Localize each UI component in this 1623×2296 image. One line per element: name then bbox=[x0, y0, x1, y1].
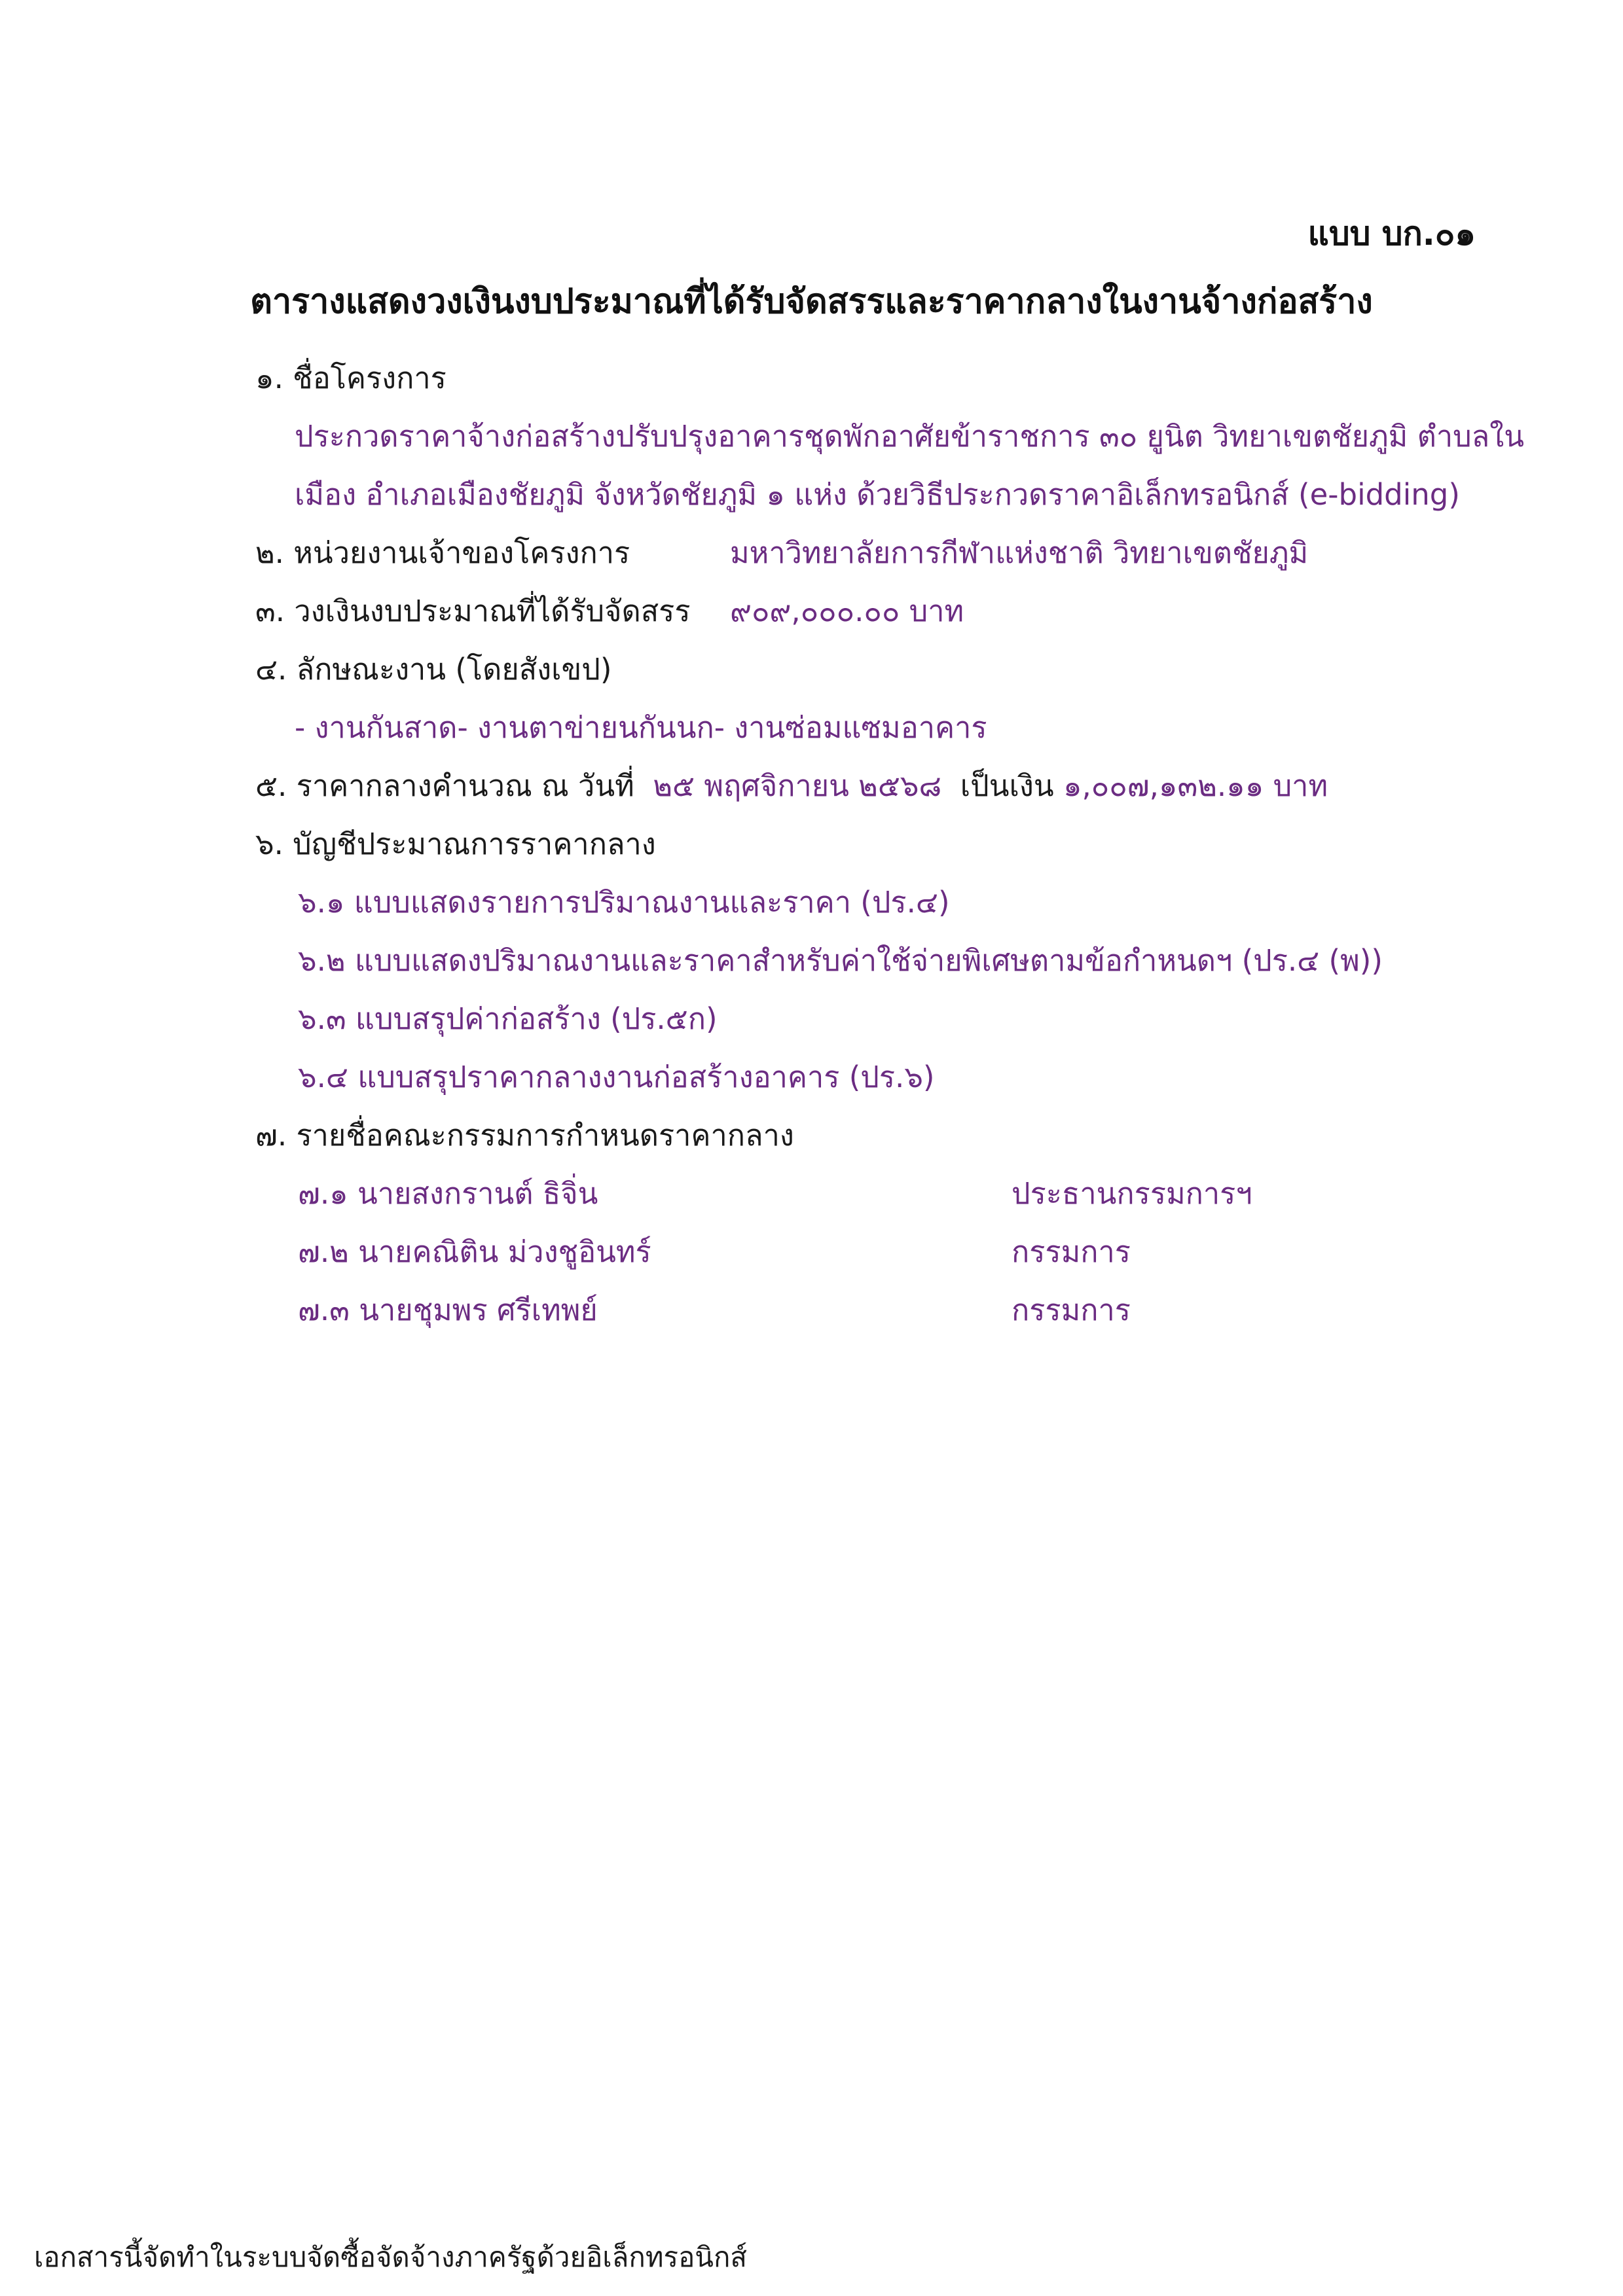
committee-member-name: ๗.๒ นายคณิติน ม่วงชูอินทร์ bbox=[298, 1234, 651, 1269]
project-name-label: ๑. ชื่อโครงการ bbox=[255, 361, 447, 395]
price-list-label: ๖. บัญชีประมาณการราคากลาง bbox=[255, 827, 656, 861]
price-list-item: ๖.๑ แบบแสดงรายการปริมาณงานและราคา (ปร.๔) bbox=[298, 885, 950, 920]
price-list-item: ๖.๒ แบบแสดงปริมาณงานและราคาสำหรับค่าใช้จ่ายพิเศษตามข้อกำหนดฯ (ปร.๔ (พ)) bbox=[298, 943, 1383, 978]
owner-label: ๒. หน่วยงานเจ้าของโครงการ bbox=[255, 535, 630, 570]
committee-member-role: ประธานกรรมการฯ bbox=[1012, 1176, 1252, 1211]
median-price-row bbox=[255, 766, 1328, 806]
committee-member-role: กรรมการ bbox=[1012, 1293, 1131, 1327]
median-price-date: ๒๕ พฤศจิกายน ๒๕๖๘ bbox=[653, 768, 942, 803]
median-price-amount: ๑,๐๐๗,๑๓๒.๑๑ บาท bbox=[1063, 768, 1328, 803]
median-price-amount-label: เป็นเงิน bbox=[960, 768, 1054, 803]
median-price-label: ๕. ราคากลางคำนวณ ณ วันที่ bbox=[255, 768, 634, 803]
form-code: แบบ บก.๐๑ bbox=[1307, 215, 1476, 253]
committee-member-name: ๗.๑ นายสงกรานต์ ธิจิ่น bbox=[298, 1176, 598, 1211]
work-nature-value: - งานกันสาด- งานตาข่ายนกันนก- งานซ่อมแซมอาคาร bbox=[295, 710, 987, 745]
committee-member-name: ๗.๓ นายชุมพร ศรีเทพย์ bbox=[298, 1293, 598, 1327]
budget-label: ๓. วงเงินงบประมาณที่ได้รับจัดสรร bbox=[255, 594, 691, 628]
footer-note: เอกสารนี้จัดทำในระบบจัดซื้อจัดจ้างภาครัฐด้วยอิเล็กทรอนิกส์ bbox=[34, 2241, 748, 2273]
committee-member-role: กรรมการ bbox=[1012, 1234, 1131, 1269]
price-list-item: ๖.๓ แบบสรุปค่าก่อสร้าง (ปร.๕ก) bbox=[298, 1001, 718, 1036]
price-list-item: ๖.๔ แบบสรุปราคากลางงานก่อสร้างอาคาร (ปร.๖) bbox=[298, 1060, 935, 1094]
project-name-line-2: เมือง อำเภอเมืองชัยภูมิ จังหวัดชัยภูมิ ๑ แห่ง ด้วยวิธีประกวดราคาอิเล็กทรอนิกส์ (e-bidding) bbox=[295, 477, 1460, 512]
document-title: ตารางแสดงวงเงินงบประมาณที่ได้รับจัดสรรและราคากลางในงานจ้างก่อสร้าง bbox=[250, 282, 1373, 321]
owner-value: มหาวิทยาลัยการกีฬาแห่งชาติ วิทยาเขตชัยภูมิ bbox=[730, 535, 1309, 570]
work-nature-label: ๔. ลักษณะงาน (โดยสังเขป) bbox=[255, 652, 612, 687]
budget-value: ๙๐๙,๐๐๐.๐๐ บาท bbox=[730, 594, 964, 628]
project-name-line-1: ประกวดราคาจ้างก่อสร้างปรับปรุงอาคารชุดพักอาศัยข้าราชการ ๓๐ ยูนิต วิทยาเขตชัยภูมิ ตำบลใน bbox=[295, 419, 1524, 454]
committee-label: ๗. รายชื่อคณะกรรมการกำหนดราคากลาง bbox=[255, 1118, 794, 1153]
